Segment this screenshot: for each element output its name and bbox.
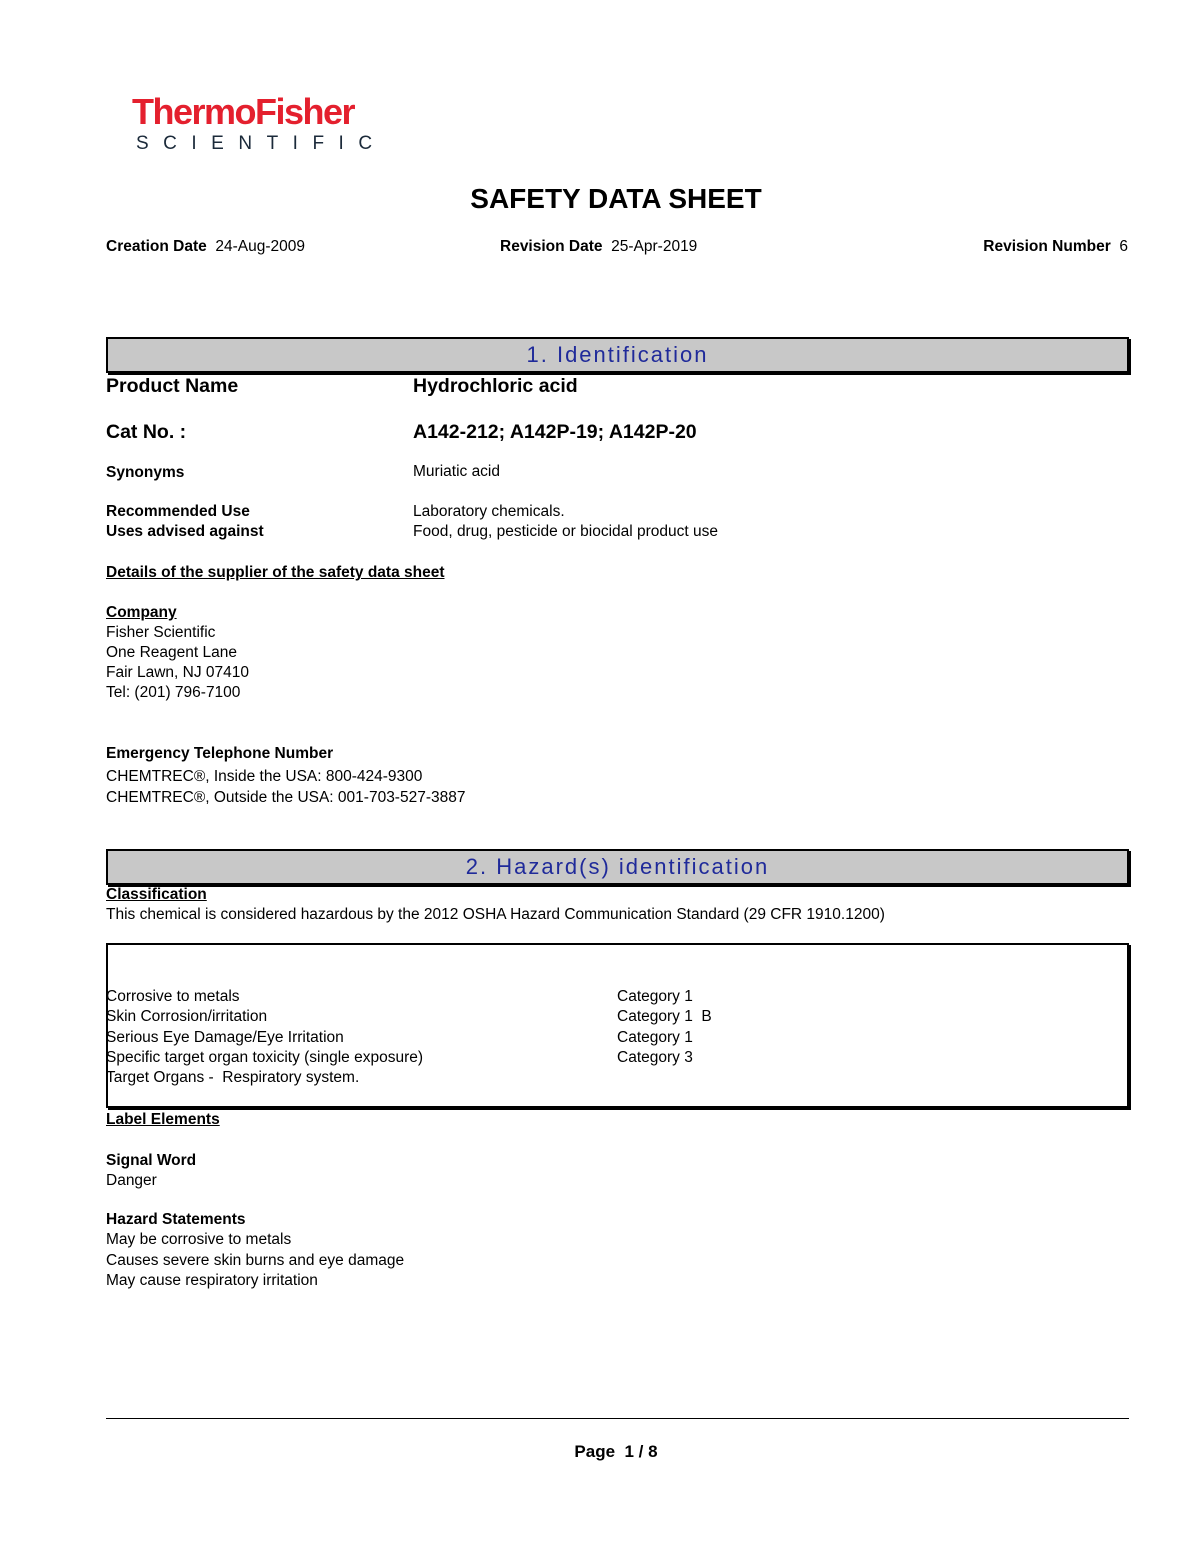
section-2-header: 2. Hazard(s) identification bbox=[106, 849, 1129, 885]
logo-subtitle: SCIENTIFIC bbox=[136, 133, 387, 154]
emergency-telephone-heading: Emergency Telephone Number bbox=[106, 745, 334, 762]
section-1-header: 1. Identification bbox=[106, 337, 1129, 373]
hazard-category: Category 1 B bbox=[617, 1008, 712, 1025]
emergency-line: CHEMTREC®, Outside the USA: 001-703-527-3887 bbox=[106, 789, 466, 806]
uses-advised-against-value: Food, drug, pesticide or biocidal product use bbox=[413, 523, 719, 540]
emergency-line: CHEMTREC®, Inside the USA: 800-424-9300 bbox=[106, 768, 423, 785]
signal-word-label: Signal Word bbox=[106, 1152, 197, 1169]
revision-number bbox=[983, 237, 1128, 257]
revision-number-value: 6 bbox=[1119, 238, 1128, 255]
document-title: SAFETY DATA SHEET bbox=[470, 183, 762, 214]
target-organs: Target Organs - Respiratory system. bbox=[106, 1069, 360, 1086]
cat-no-label: Cat No. : bbox=[106, 421, 187, 443]
hazard-statement: May be corrosive to metals bbox=[106, 1231, 292, 1248]
cat-no-value: A142-212; A142P-19; A142P-20 bbox=[413, 421, 697, 443]
product-name-value: Hydrochloric acid bbox=[413, 375, 578, 397]
company-line: Fisher Scientific bbox=[106, 624, 216, 641]
revision-number-label: Revision Number bbox=[983, 238, 1111, 255]
creation-date-label: Creation Date bbox=[106, 238, 207, 255]
creation-date bbox=[106, 237, 305, 257]
company-line: Tel: (201) 796-7100 bbox=[106, 684, 241, 701]
uses-advised-against-label: Uses advised against bbox=[106, 523, 264, 540]
synonyms-value: Muriatic acid bbox=[413, 463, 500, 480]
hazard-name: Specific target organ toxicity (single exposure) bbox=[106, 1049, 424, 1066]
thermo-fisher-logo bbox=[132, 92, 387, 155]
classification-text: This chemical is considered hazardous by the 2012 OSHA Hazard Communication Standard (29 CFR 1910.1200) bbox=[106, 906, 885, 923]
hazard-category: Category 1 bbox=[617, 988, 693, 1005]
product-name-label: Product Name bbox=[106, 375, 239, 397]
signal-word-value: Danger bbox=[106, 1172, 157, 1189]
hazard-name: Corrosive to metals bbox=[106, 988, 240, 1005]
footer-divider bbox=[106, 1418, 1129, 1419]
classification-heading: Classification bbox=[106, 886, 207, 903]
label-elements-heading: Label Elements bbox=[106, 1111, 220, 1128]
hazard-category: Category 3 bbox=[617, 1049, 693, 1066]
company-heading: Company bbox=[106, 604, 177, 621]
hazard-name: Skin Corrosion/irritation bbox=[106, 1008, 268, 1025]
recommended-use-label: Recommended Use bbox=[106, 503, 250, 520]
synonyms-label: Synonyms bbox=[106, 464, 185, 481]
hazard-category: Category 1 bbox=[617, 1029, 693, 1046]
page-number: Page 1 / 8 bbox=[574, 1442, 658, 1461]
company-line: Fair Lawn, NJ 07410 bbox=[106, 664, 250, 681]
revision-date-value: 25-Apr-2019 bbox=[611, 238, 698, 255]
recommended-use-value: Laboratory chemicals. bbox=[413, 503, 565, 520]
logo-wordmark: ThermoFisher bbox=[132, 91, 355, 132]
hazard-statement: May cause respiratory irritation bbox=[106, 1272, 318, 1289]
creation-date-value: 24-Aug-2009 bbox=[215, 238, 306, 255]
revision-date-label: Revision Date bbox=[500, 238, 603, 255]
hazard-statements-label: Hazard Statements bbox=[106, 1211, 246, 1228]
revision-date bbox=[500, 237, 697, 257]
supplier-details-heading: Details of the supplier of the safety data sheet bbox=[106, 564, 445, 581]
company-line: One Reagent Lane bbox=[106, 644, 237, 661]
hazard-name: Serious Eye Damage/Eye Irritation bbox=[106, 1029, 344, 1046]
hazard-statement: Causes severe skin burns and eye damage bbox=[106, 1252, 405, 1269]
